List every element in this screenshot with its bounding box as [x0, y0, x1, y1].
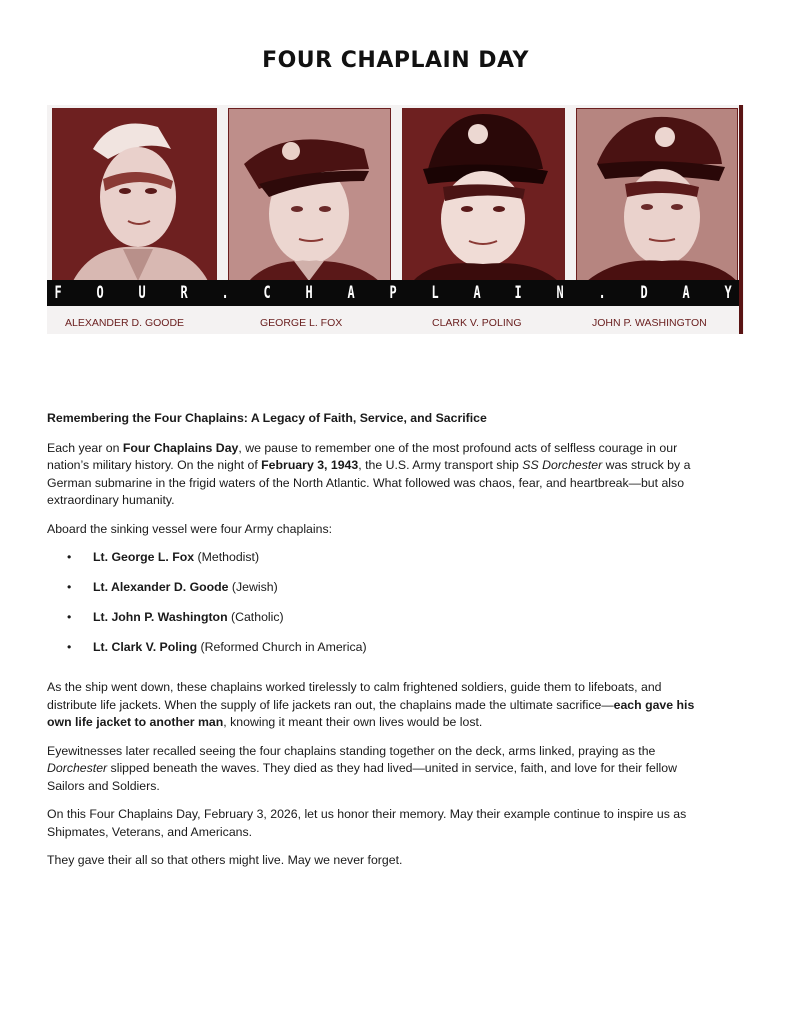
list-item: [47, 609, 707, 639]
band-letter: H: [305, 283, 313, 303]
caption-poling: CLARK V. POLING: [432, 317, 522, 329]
four-chaplains-banner: [47, 105, 744, 334]
paragraph-closing: They gave their all so that others might live. May we never forget.: [47, 853, 403, 867]
chaplain-name-captions: [47, 317, 739, 333]
italic-ship-name: SS Dorchester: [522, 458, 603, 472]
band-letter: A: [347, 283, 355, 303]
band-letter: P: [389, 283, 397, 303]
chaplain-faith: (Jewish): [228, 580, 278, 594]
text: Each year on: [47, 440, 123, 455]
list-item: [47, 579, 707, 609]
bold-four-chaplains-day: Four Chaplains Day: [122, 440, 239, 455]
chaplain-name: Lt. George L. Fox: [93, 550, 195, 564]
caption-fox: GEORGE L. FOX: [260, 317, 343, 329]
band-letter: O: [96, 283, 104, 303]
bullet-icon: •: [67, 550, 72, 564]
band-letter: I: [514, 283, 523, 303]
paragraph-aboard: Aboard the sinking vessel were four Army chaplains:: [47, 521, 333, 536]
band-letter: A: [473, 283, 481, 303]
chaplain-list: [47, 549, 707, 669]
chaplain-faith: (Methodist): [194, 550, 260, 564]
band-letter: A: [682, 283, 690, 303]
text: , knowing it meant their own lives would be lost.: [223, 715, 483, 729]
photo-alexander-goode: [52, 108, 217, 282]
text: was struck by a German submarine in the frigid waters of the North Atlantic. What followed was chaos, fear, and heartbreak—but also extraordinary humanity.: [47, 458, 691, 507]
bullet-icon: •: [67, 640, 72, 654]
band-letter: D: [640, 283, 648, 303]
paragraph-sacrifice: [47, 679, 707, 732]
text: , the U.S. Army transport ship: [358, 458, 523, 472]
italic-ship-name: Dorchester: [47, 761, 108, 775]
caption-goode: ALEXANDER D. GOODE: [65, 317, 185, 329]
chaplain-faith: (Reformed Church in America): [197, 640, 367, 654]
text: Eyewitnesses later recalled seeing the four chaplains standing together on the deck, arms linked, praying as the: [47, 743, 656, 758]
photo-george-fox: [228, 108, 391, 282]
text: slipped beneath the waves. They died as they had lived—united in service, faith, and love for their fellow Sailors and Soldiers.: [47, 761, 678, 793]
band-letter: L: [431, 283, 439, 303]
article-heading: Remembering the Four Chaplains: A Legacy of Faith, Service, and Sacrifice: [47, 411, 487, 425]
bold-date: February 3, 1943: [261, 458, 359, 472]
band-letter: U: [138, 283, 146, 303]
paragraph-intro: [47, 440, 707, 510]
caption-washington: JOHN P. WASHINGTON: [592, 317, 707, 329]
band-four-chaplain-day: [47, 280, 739, 306]
text: , we pause to remember one of the most profound acts of selfless courage in our nation’s military history. On the night of: [47, 440, 678, 472]
chaplain-name: Lt. Alexander D. Goode: [93, 580, 229, 594]
band-letter: .: [221, 283, 230, 303]
band-letter: Y: [724, 283, 732, 303]
band-letter: N: [556, 283, 565, 303]
photo-clark-poling: [402, 108, 565, 282]
band-letter: R: [180, 283, 188, 303]
paragraph-eyewitnesses: [47, 743, 707, 796]
chaplain-name: Lt. John P. Washington: [93, 610, 228, 624]
document-title: FOUR CHAPLAIN DAY: [262, 48, 529, 73]
photo-john-washington: [576, 108, 738, 282]
band-letter: C: [263, 283, 272, 303]
bold-life-jacket: each gave his own life jacket to another man: [47, 697, 695, 729]
text: As the ship went down, these chaplains worked tirelessly to calm frightened soldiers, guide them to lifeboats, and distribute life jackets. When the supply of life jackets ran out, the chaplains made the ultimate sacrifice—: [47, 680, 662, 712]
band-letter: .: [598, 283, 606, 303]
banner-edge-line: [739, 105, 743, 334]
article-body: [47, 410, 707, 881]
chaplain-name: Lt. Clark V. Poling: [93, 640, 198, 654]
bullet-icon: •: [67, 580, 72, 594]
list-item: [47, 549, 707, 579]
paragraph-honor: On this Four Chaplains Day, February 3, 2026, let us honor their memory. May their example continue to inspire us as Shipmates, Veterans, and Americans.: [47, 807, 687, 839]
band-letter: F: [54, 283, 62, 303]
list-item: [47, 639, 707, 669]
bullet-icon: •: [67, 610, 72, 624]
chaplain-faith: (Catholic): [227, 610, 284, 624]
